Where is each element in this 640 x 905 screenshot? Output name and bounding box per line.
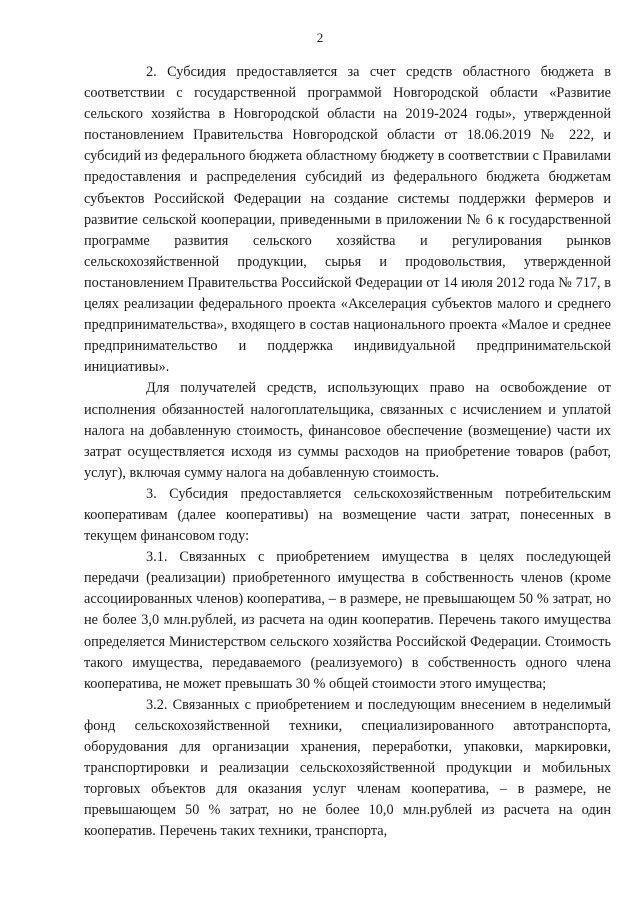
document-body <box>84 62 611 842</box>
paragraph-item-3-1: 3.1. Связанных с приобретением имущества в целях последующей передачи (реализации) приобретенного имущества в собственность членов (кроме ассоциированных членов) кооператива, – в размере, не превышающем 50 % затрат, но не более 3,0 млн.рублей, из расчета на один кооператив. Перечень такого имущества определяется Министерством сельского хозяйства Российской Федерации. Стоимость такого имущества, передаваемого (реализуемого) в собственность одного члена кооператива, не может превышать 30 % общей стоимости этого имущества; <box>84 549 611 692</box>
paragraph-vat-exemption: Для получателей средств, использующих право на освобождение от исполнения обязанностей налогоплательщика, связанных с исчислением и уплатой налога на добавленную стоимость, финансовое обеспечение (возмещение) части их затрат осуществляется исходя из суммы расходов на приобретение товаров (работ, услуг), включая сумму налога на добавленную стоимость. <box>84 380 611 481</box>
paragraph-subsidy-recipients: 3. Субсидия предоставляется сельскохозяйственным потребительским кооперативам (далее кооперативы) на возмещение части затрат, понесенных в текущем финансовом году: <box>84 485 611 545</box>
paragraph-subsidy-source: 2. Субсидия предоставляется за счет средств областного бюджета в соответствии с государственной программой Новгородской области «Развитие сельского хозяйства в Новгородской области на 2019-2024 годы», утвержденной постановлением Правительства Новгородской области от 18.06.2019 № 222, и субсидий из федерального бюджета областному бюджету в соответствии с Правилами предоставления и распределения субсидий из федерального бюджета бюджетам субъектов Российской Федерации на создание системы поддержки фермеров и развитие сельской кооперации, приведенными в приложении № 6 к государственной программе развития сельского хозяйства и регулирования рынков сельскохозяйственной продукции, сырья и продовольствия, утвержденной постановлением Правительства Российской Федерации от 14 июля 2012 года № 717, в целях реализации федерального проекта «Акселерация субъектов малого и среднего предпринимательства», входящего в состав национального проекта «Малое и среднее предпринимательство и поддержка индивидуальной предпринимательской инициативы». <box>84 64 611 376</box>
paragraph-item-3-2: 3.2. Связанных с приобретением и последующим внесением в неделимый фонд сельскохозяйственной техники, специализированного автотранспорта, оборудования для организации хранения, переработки, упаковки, маркировки, транспортировки и реализации сельскохозяйственной продукции и мобильных торговых объектов для оказания услуг членам кооператива, – в размере, не превышающем 50 % затрат, но не более 10,0 млн.рублей из расчета на один кооператив. Перечень таких техники, транспорта, <box>84 696 611 840</box>
page-number: 2 <box>316 30 324 45</box>
